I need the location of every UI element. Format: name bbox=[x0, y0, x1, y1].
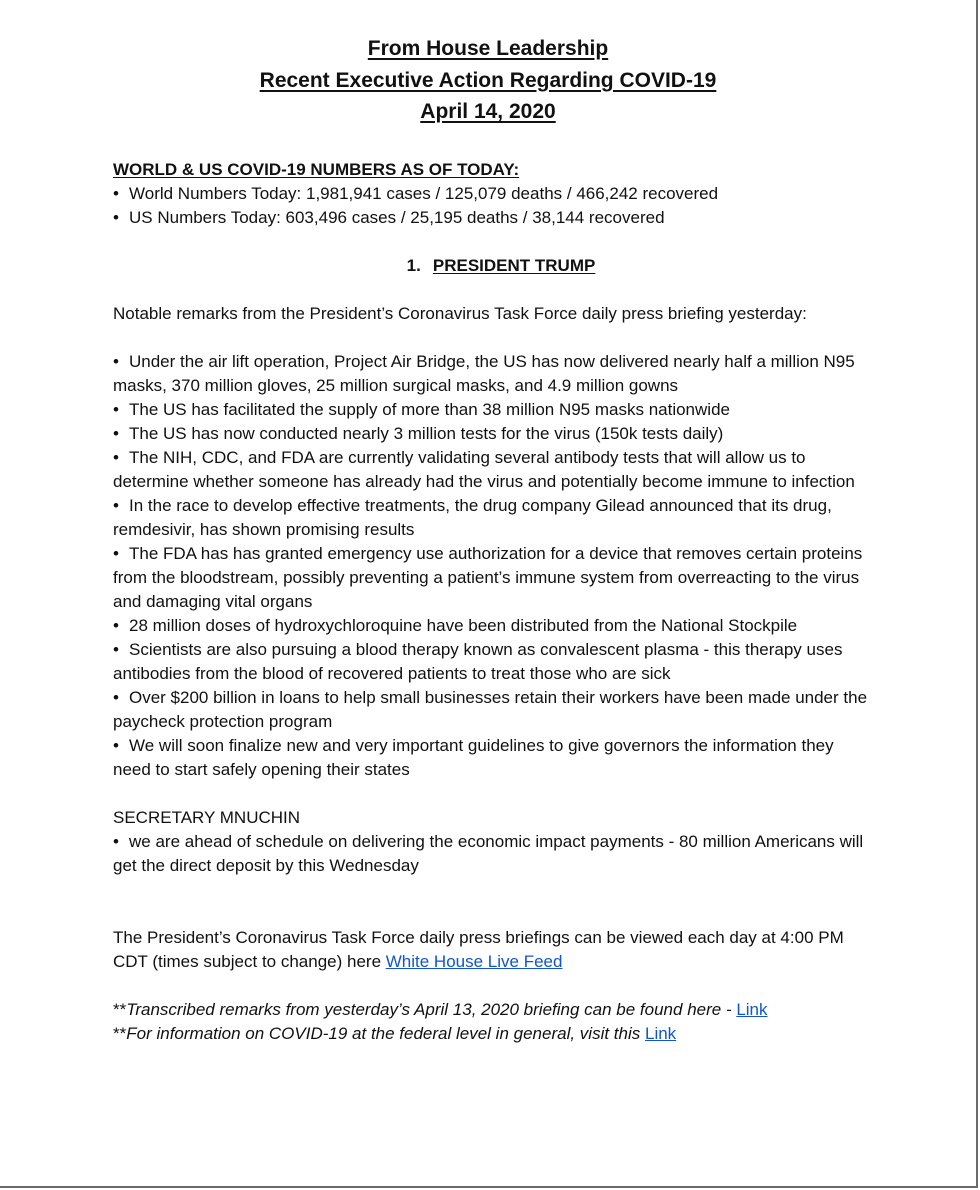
list-item: • We will soon finalize new and very important guidelines to give governors the information they need to start safely opening their states bbox=[113, 734, 873, 782]
mnuchin-heading: SECRETARY MNUCHIN bbox=[113, 808, 301, 827]
list-item: • we are ahead of schedule on delivering the economic impact payments - 80 million Americans will get the direct deposit by this Wednesday bbox=[113, 830, 873, 878]
list-item: • The US has now conducted nearly 3 million tests for the virus (150k tests daily) bbox=[113, 422, 873, 446]
world-numbers-item: • World Numbers Today: 1,981,941 cases / 125,079 deaths / 466,242 recovered bbox=[113, 182, 873, 206]
list-item: • Scientists are also pursuing a blood therapy known as convalescent plasma - this therapy uses antibodies from the blood of recovered patients to treat those who are sick bbox=[113, 638, 873, 686]
document-header bbox=[0, 33, 976, 128]
document-date: April 14, 2020 bbox=[420, 100, 556, 123]
transcript-link[interactable]: Link bbox=[736, 1000, 768, 1019]
section-number: 1. bbox=[406, 256, 421, 275]
list-item: • Over $200 billion in loans to help small businesses retain their workers have been made under the paycheck protection program bbox=[113, 686, 873, 734]
section-heading-president bbox=[113, 254, 873, 278]
section-title: PRESIDENT TRUMP bbox=[432, 256, 596, 275]
federal-info-link[interactable]: Link bbox=[644, 1024, 677, 1043]
list-item: • The FDA has has granted emergency use authorization for a device that removes certain proteins from the bloodstream, possibly preventing a patient’s immune system from overreacting to the virus and damaging vital organs bbox=[113, 542, 873, 614]
header-org-line: From House Leadership bbox=[367, 37, 609, 60]
white-house-live-feed-link[interactable]: White House Live Feed bbox=[385, 952, 563, 971]
briefings-paragraph: The President’s Coronavirus Task Force daily press briefings can be viewed each day at 4:00 PM CDT (times subject to change) here White House Live Feed bbox=[113, 928, 844, 971]
list-item: • In the race to develop effective treatments, the drug company Gilead announced that its drug, remdesivir, has shown promising results bbox=[113, 494, 873, 542]
document-body bbox=[113, 158, 873, 1046]
list-item: • The US has facilitated the supply of more than 38 million N95 masks nationwide bbox=[113, 398, 873, 422]
federal-footnote: **For information on COVID-19 at the federal level in general, visit this Link bbox=[113, 1024, 677, 1043]
document-title: Recent Executive Action Regarding COVID-19 bbox=[259, 68, 717, 92]
numbers-heading: WORLD & US COVID-19 NUMBERS AS OF TODAY: bbox=[113, 160, 520, 179]
us-numbers-item: • US Numbers Today: 603,496 cases / 25,195 deaths / 38,144 recovered bbox=[113, 206, 873, 230]
list-item: • The NIH, CDC, and FDA are currently validating several antibody tests that will allow us to determine whether someone has already had the virus and potentially become immune to infection bbox=[113, 446, 873, 494]
transcript-footnote: **Transcribed remarks from yesterday’s April 13, 2020 briefing can be found here - Link bbox=[113, 1000, 768, 1019]
list-item: • 28 million doses of hydroxychloroquine have been distributed from the National Stockpile bbox=[113, 614, 873, 638]
list-item: • Under the air lift operation, Project Air Bridge, the US has now delivered nearly half a million N95 masks, 370 million gloves, 25 million surgical masks, and 4.9 million gowns bbox=[113, 350, 873, 398]
briefing-intro: Notable remarks from the President’s Coronavirus Task Force daily press briefing yesterday: bbox=[113, 304, 807, 323]
